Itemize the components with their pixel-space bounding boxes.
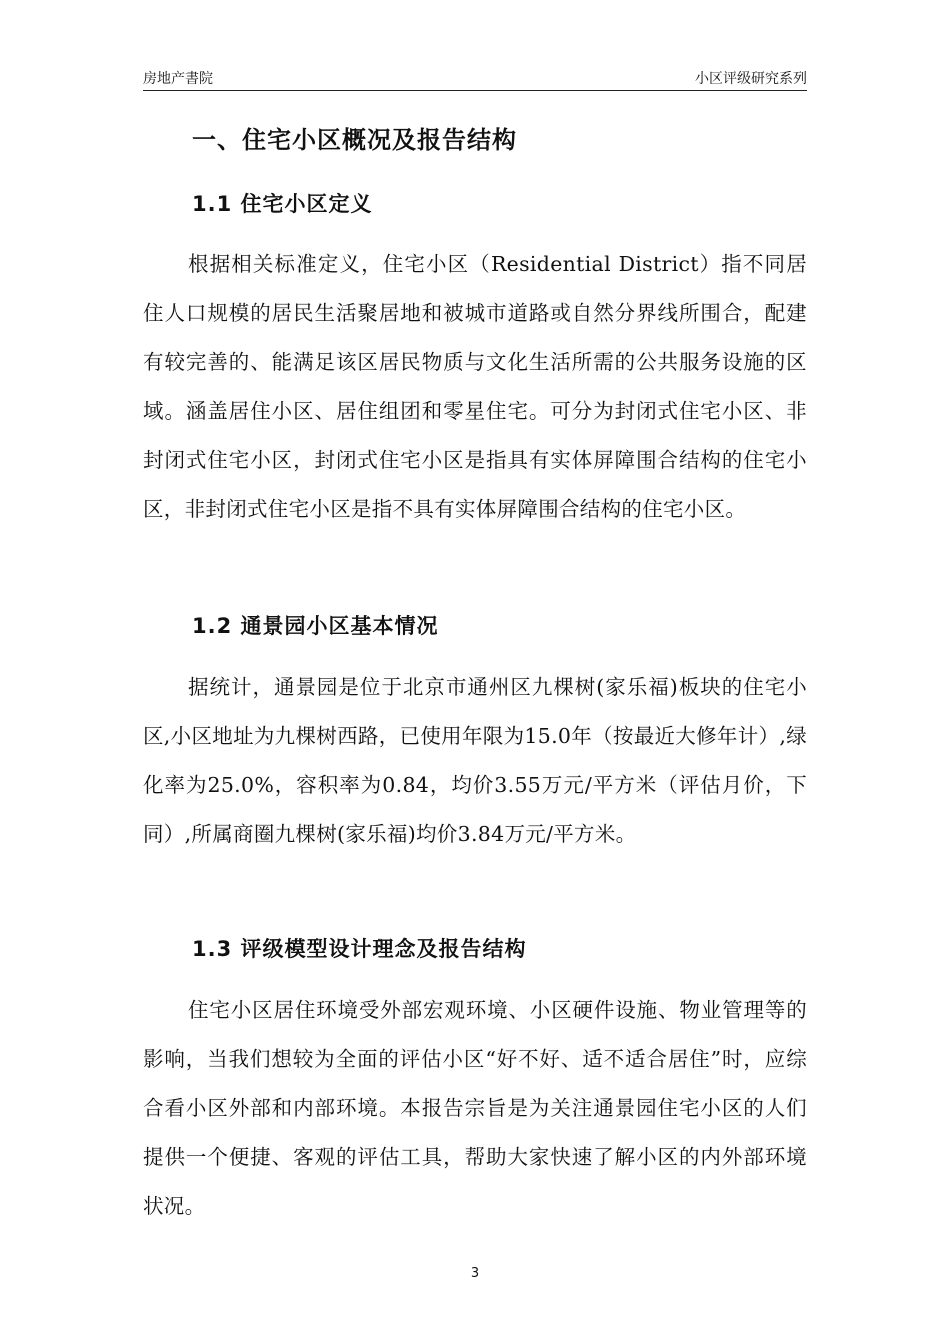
heading-1-1: 1.1 住宅小区定义 <box>192 192 373 216</box>
heading-1-2: 1.2 通景园小区基本情况 <box>192 614 439 638</box>
header-series: 小区评级研究系列 <box>695 71 807 87</box>
header-publisher: 房地产書院 <box>143 71 213 87</box>
paragraph-basic-info: 据统计，通景园是位于北京市通州区九棵树(家乐福)板块的住宅小区,小区地址为九棵树西路，已使用年限为15.0年（按最近大修年计）,绿化率为25.0%，容积率为0.84，均价3.55万元/平方米（评估月价，下同）,所属商圈九棵树(家乐福)均价3.84万元/平方米。 <box>143 675 807 846</box>
page-header <box>143 66 807 91</box>
section-title: 一、住宅小区概况及报告结构 <box>192 126 517 154</box>
paragraph-definition: 根据相关标准定义，住宅小区（Residential District）指不同居住人口规模的居民生活聚居地和被城市道路或自然分界线所围合，配建有较完善的、能满足该区居民物质与文化生活所需的公共服务设施的区域。涵盖居住小区、居住组团和零星住宅。可分为封闭式住宅小区、非封闭式住宅小区，封闭式住宅小区是指具有实体屏障围合结构的住宅小区，非封闭式住宅小区是指不具有实体屏障围合结构的住宅小区。 <box>143 252 807 521</box>
heading-1-3: 1.3 评级模型设计理念及报告结构 <box>192 937 527 961</box>
paragraph-model-design: 住宅小区居住环境受外部宏观环境、小区硬件设施、物业管理等的影响，当我们想较为全面的评估小区“好不好、适不适合居住”时，应综合看小区外部和内部环境。本报告宗旨是为关注通景园住宅小区的人们提供一个便捷、客观的评估工具，帮助大家快速了解小区的内外部环境状况。 <box>143 998 807 1218</box>
page-number: 3 <box>470 1266 480 1281</box>
